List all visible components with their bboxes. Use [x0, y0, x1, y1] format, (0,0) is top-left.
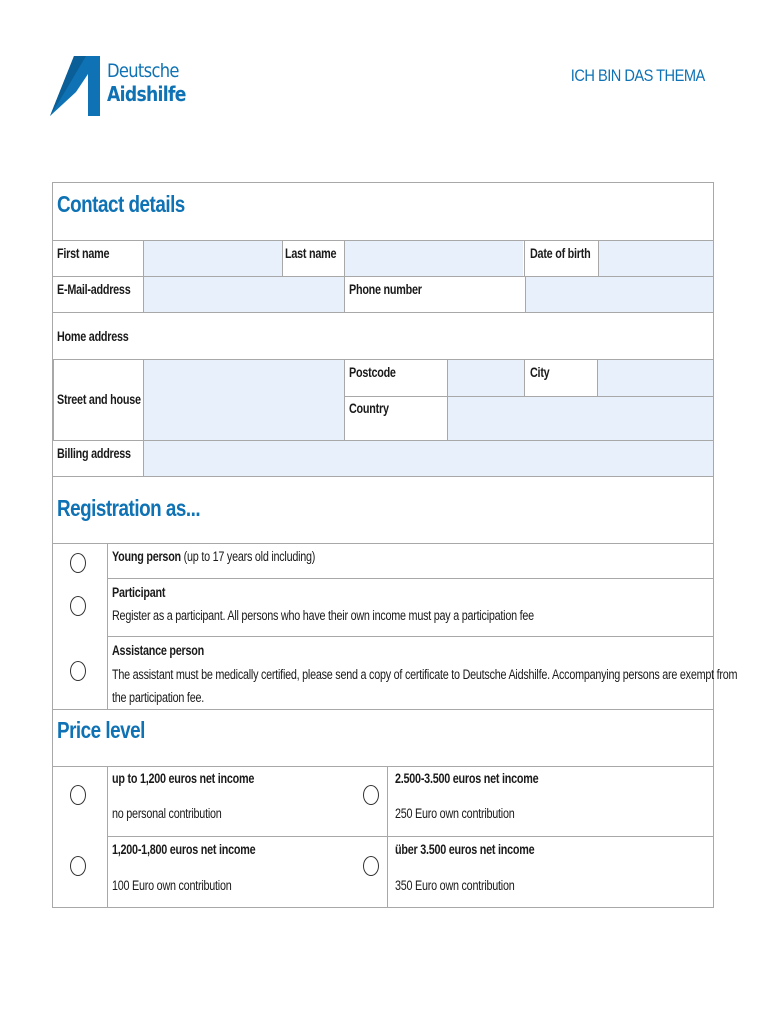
logo-mark-icon: [50, 56, 102, 118]
price-option-radio-over-3500[interactable]: [363, 856, 379, 876]
price-option-radio-1200-1800[interactable]: [70, 856, 86, 876]
postcode-field[interactable]: [448, 360, 524, 396]
date-of-birth-label: Date of birth: [530, 246, 591, 261]
deutsche-aidshilfe-logo: [50, 56, 190, 118]
country-label: Country: [349, 401, 389, 416]
first-name-field[interactable]: [144, 241, 282, 276]
country-field[interactable]: [448, 397, 713, 440]
price-option-desc: no personal contribution: [112, 806, 222, 821]
logo-line1: Deutsche: [107, 60, 179, 82]
city-field[interactable]: [598, 360, 713, 396]
price-option-title: über 3.500 euros net income: [395, 842, 535, 857]
first-name-label: First name: [57, 246, 110, 261]
last-name-field[interactable]: [345, 241, 523, 276]
postcode-label: Postcode: [349, 365, 396, 380]
young-person-note: (up to 17 years old including): [180, 549, 316, 564]
billing-address-label: Billing address: [57, 446, 131, 461]
assistance-person-desc-line2: the participation fee.: [112, 690, 204, 705]
assistance-person-title: Assistance person: [112, 643, 204, 658]
city-label: City: [530, 365, 550, 380]
price-option-title: up to 1,200 euros net income: [112, 771, 255, 786]
participant-radio[interactable]: [70, 596, 86, 616]
street-label: Street and house: [57, 392, 141, 407]
assistance-person-desc-line1: The assistant must be medically certified, please send a copy of certificate to Deutsche Aidshilfe. Accompanying persons are exempt from: [112, 667, 738, 682]
participant-title: Participant: [112, 585, 166, 600]
price-level-title: Price level: [57, 717, 145, 743]
street-field[interactable]: [144, 360, 344, 440]
price-option-title: 1,200-1,800 euros net income: [112, 842, 256, 857]
email-label: E-Mail-address: [57, 282, 131, 297]
price-option-radio-2500-3500[interactable]: [363, 785, 379, 805]
contact-details-title: Contact details: [57, 191, 185, 217]
participant-desc: Register as a participant. All persons who have their own income must pay a participation fee: [112, 608, 534, 623]
registration-title: Registration as...: [57, 495, 201, 521]
home-address-label: Home address: [57, 329, 129, 344]
registration-form: [52, 182, 738, 908]
assistance-person-radio[interactable]: [70, 661, 86, 681]
phone-number-label: Phone number: [349, 282, 422, 297]
date-of-birth-field[interactable]: [599, 241, 713, 276]
price-option-desc: 100 Euro own contribution: [112, 878, 232, 893]
last-name-label: Last name: [285, 246, 337, 261]
billing-address-field[interactable]: [144, 441, 713, 476]
price-option-radio-up-to-1200[interactable]: [70, 785, 86, 805]
theme-slogan: ICH BIN DAS THEMA: [571, 66, 705, 85]
phone-number-field[interactable]: [526, 277, 713, 312]
young-person-option: [112, 549, 315, 564]
young-person-title: Young person: [112, 549, 181, 564]
price-option-title: 2.500-3.500 euros net income: [395, 771, 539, 786]
email-field[interactable]: [144, 277, 344, 312]
young-person-radio[interactable]: [70, 553, 86, 573]
price-option-desc: 350 Euro own contribution: [395, 878, 515, 893]
logo-line2: Aidshilfe: [107, 82, 186, 106]
price-option-desc: 250 Euro own contribution: [395, 806, 515, 821]
